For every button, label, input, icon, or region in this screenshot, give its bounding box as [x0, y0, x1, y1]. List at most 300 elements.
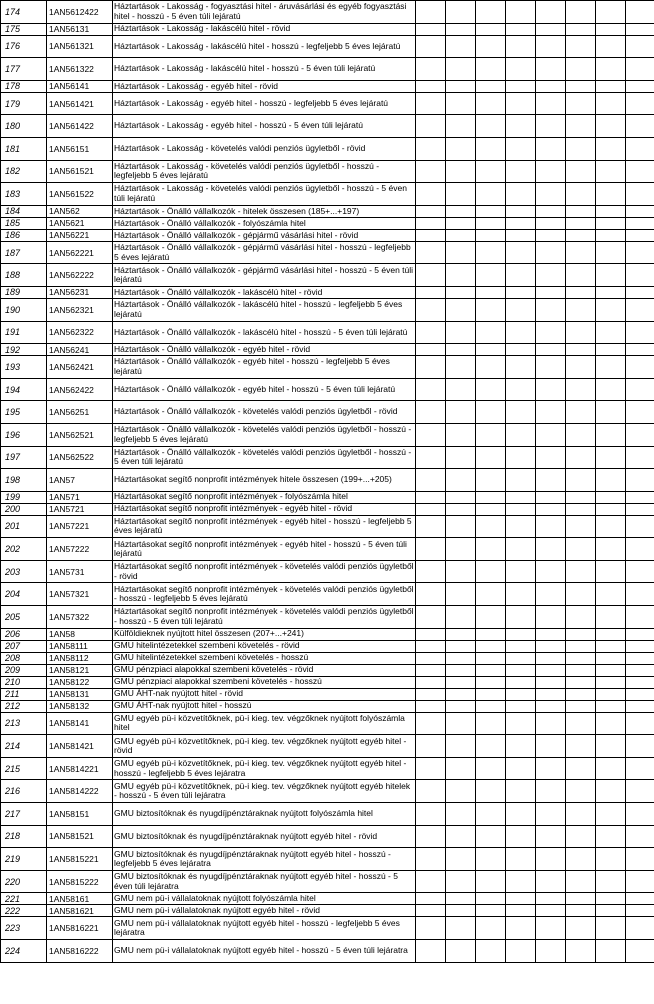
empty-value-cell[interactable] — [596, 298, 626, 321]
empty-value-cell[interactable] — [416, 640, 446, 652]
empty-value-cell[interactable] — [626, 515, 654, 538]
empty-value-cell[interactable] — [506, 917, 536, 940]
empty-value-cell[interactable] — [566, 264, 596, 287]
empty-value-cell[interactable] — [566, 401, 596, 424]
empty-value-cell[interactable] — [566, 137, 596, 160]
empty-value-cell[interactable] — [596, 905, 626, 917]
empty-value-cell[interactable] — [626, 628, 654, 640]
empty-value-cell[interactable] — [626, 917, 654, 940]
empty-value-cell[interactable] — [536, 664, 566, 676]
empty-value-cell[interactable] — [476, 92, 506, 115]
empty-value-cell[interactable] — [416, 700, 446, 712]
empty-value-cell[interactable] — [506, 1, 536, 24]
empty-value-cell[interactable] — [446, 503, 476, 515]
empty-value-cell[interactable] — [416, 757, 446, 780]
empty-value-cell[interactable] — [596, 344, 626, 356]
empty-value-cell[interactable] — [626, 264, 654, 287]
empty-value-cell[interactable] — [626, 825, 654, 848]
empty-value-cell[interactable] — [476, 137, 506, 160]
empty-value-cell[interactable] — [416, 23, 446, 35]
empty-value-cell[interactable] — [506, 893, 536, 905]
empty-value-cell[interactable] — [566, 469, 596, 492]
empty-value-cell[interactable] — [446, 917, 476, 940]
empty-value-cell[interactable] — [596, 628, 626, 640]
empty-value-cell[interactable] — [416, 264, 446, 287]
empty-value-cell[interactable] — [416, 803, 446, 826]
empty-value-cell[interactable] — [626, 606, 654, 629]
empty-value-cell[interactable] — [506, 286, 536, 298]
empty-value-cell[interactable] — [506, 183, 536, 206]
empty-value-cell[interactable] — [566, 780, 596, 803]
empty-value-cell[interactable] — [596, 205, 626, 217]
empty-value-cell[interactable] — [506, 356, 536, 379]
empty-value-cell[interactable] — [566, 940, 596, 963]
empty-value-cell[interactable] — [506, 848, 536, 871]
empty-value-cell[interactable] — [536, 940, 566, 963]
empty-value-cell[interactable] — [536, 205, 566, 217]
empty-value-cell[interactable] — [476, 491, 506, 503]
empty-value-cell[interactable] — [506, 640, 536, 652]
empty-value-cell[interactable] — [446, 491, 476, 503]
empty-value-cell[interactable] — [536, 735, 566, 758]
empty-value-cell[interactable] — [536, 688, 566, 700]
empty-value-cell[interactable] — [566, 700, 596, 712]
empty-value-cell[interactable] — [416, 628, 446, 640]
empty-value-cell[interactable] — [416, 321, 446, 344]
empty-value-cell[interactable] — [536, 115, 566, 138]
empty-value-cell[interactable] — [476, 803, 506, 826]
empty-value-cell[interactable] — [416, 286, 446, 298]
empty-value-cell[interactable] — [446, 23, 476, 35]
empty-value-cell[interactable] — [506, 344, 536, 356]
empty-value-cell[interactable] — [446, 560, 476, 583]
empty-value-cell[interactable] — [416, 848, 446, 871]
empty-value-cell[interactable] — [596, 469, 626, 492]
empty-value-cell[interactable] — [416, 893, 446, 905]
empty-value-cell[interactable] — [416, 160, 446, 183]
empty-value-cell[interactable] — [416, 58, 446, 81]
empty-value-cell[interactable] — [446, 628, 476, 640]
empty-value-cell[interactable] — [506, 628, 536, 640]
empty-value-cell[interactable] — [476, 183, 506, 206]
empty-value-cell[interactable] — [446, 217, 476, 229]
empty-value-cell[interactable] — [566, 241, 596, 264]
empty-value-cell[interactable] — [566, 1, 596, 24]
empty-value-cell[interactable] — [416, 606, 446, 629]
empty-value-cell[interactable] — [536, 241, 566, 264]
empty-value-cell[interactable] — [626, 712, 654, 735]
empty-value-cell[interactable] — [596, 848, 626, 871]
empty-value-cell[interactable] — [446, 515, 476, 538]
empty-value-cell[interactable] — [476, 825, 506, 848]
empty-value-cell[interactable] — [476, 401, 506, 424]
empty-value-cell[interactable] — [626, 848, 654, 871]
empty-value-cell[interactable] — [566, 23, 596, 35]
empty-value-cell[interactable] — [476, 712, 506, 735]
empty-value-cell[interactable] — [476, 241, 506, 264]
empty-value-cell[interactable] — [476, 80, 506, 92]
empty-value-cell[interactable] — [626, 344, 654, 356]
empty-value-cell[interactable] — [626, 688, 654, 700]
empty-value-cell[interactable] — [626, 92, 654, 115]
empty-value-cell[interactable] — [506, 583, 536, 606]
empty-value-cell[interactable] — [476, 23, 506, 35]
empty-value-cell[interactable] — [596, 583, 626, 606]
empty-value-cell[interactable] — [536, 780, 566, 803]
empty-value-cell[interactable] — [536, 757, 566, 780]
empty-value-cell[interactable] — [536, 676, 566, 688]
empty-value-cell[interactable] — [566, 560, 596, 583]
empty-value-cell[interactable] — [506, 378, 536, 401]
empty-value-cell[interactable] — [536, 229, 566, 241]
empty-value-cell[interactable] — [416, 825, 446, 848]
empty-value-cell[interactable] — [626, 652, 654, 664]
empty-value-cell[interactable] — [446, 137, 476, 160]
empty-value-cell[interactable] — [416, 217, 446, 229]
empty-value-cell[interactable] — [446, 640, 476, 652]
empty-value-cell[interactable] — [566, 583, 596, 606]
empty-value-cell[interactable] — [596, 700, 626, 712]
empty-value-cell[interactable] — [626, 700, 654, 712]
empty-value-cell[interactable] — [506, 92, 536, 115]
empty-value-cell[interactable] — [446, 401, 476, 424]
empty-value-cell[interactable] — [626, 183, 654, 206]
empty-value-cell[interactable] — [506, 560, 536, 583]
empty-value-cell[interactable] — [566, 917, 596, 940]
empty-value-cell[interactable] — [536, 469, 566, 492]
empty-value-cell[interactable] — [446, 905, 476, 917]
empty-value-cell[interactable] — [536, 712, 566, 735]
empty-value-cell[interactable] — [566, 423, 596, 446]
empty-value-cell[interactable] — [416, 115, 446, 138]
empty-value-cell[interactable] — [536, 92, 566, 115]
empty-value-cell[interactable] — [626, 35, 654, 58]
empty-value-cell[interactable] — [626, 58, 654, 81]
empty-value-cell[interactable] — [626, 378, 654, 401]
empty-value-cell[interactable] — [626, 803, 654, 826]
empty-value-cell[interactable] — [446, 92, 476, 115]
empty-value-cell[interactable] — [536, 491, 566, 503]
empty-value-cell[interactable] — [626, 757, 654, 780]
empty-value-cell[interactable] — [506, 503, 536, 515]
empty-value-cell[interactable] — [626, 940, 654, 963]
empty-value-cell[interactable] — [506, 137, 536, 160]
empty-value-cell[interactable] — [476, 115, 506, 138]
empty-value-cell[interactable] — [416, 652, 446, 664]
empty-value-cell[interactable] — [506, 688, 536, 700]
empty-value-cell[interactable] — [596, 757, 626, 780]
empty-value-cell[interactable] — [626, 1, 654, 24]
empty-value-cell[interactable] — [446, 848, 476, 871]
empty-value-cell[interactable] — [596, 217, 626, 229]
empty-value-cell[interactable] — [476, 298, 506, 321]
empty-value-cell[interactable] — [626, 241, 654, 264]
empty-value-cell[interactable] — [566, 757, 596, 780]
empty-value-cell[interactable] — [446, 538, 476, 561]
empty-value-cell[interactable] — [536, 640, 566, 652]
empty-value-cell[interactable] — [476, 423, 506, 446]
empty-value-cell[interactable] — [566, 217, 596, 229]
empty-value-cell[interactable] — [566, 515, 596, 538]
empty-value-cell[interactable] — [446, 469, 476, 492]
empty-value-cell[interactable] — [596, 503, 626, 515]
empty-value-cell[interactable] — [596, 917, 626, 940]
empty-value-cell[interactable] — [536, 217, 566, 229]
empty-value-cell[interactable] — [446, 780, 476, 803]
empty-value-cell[interactable] — [566, 735, 596, 758]
empty-value-cell[interactable] — [506, 115, 536, 138]
empty-value-cell[interactable] — [506, 469, 536, 492]
empty-value-cell[interactable] — [536, 652, 566, 664]
empty-value-cell[interactable] — [566, 80, 596, 92]
empty-value-cell[interactable] — [476, 205, 506, 217]
empty-value-cell[interactable] — [626, 423, 654, 446]
empty-value-cell[interactable] — [476, 606, 506, 629]
empty-value-cell[interactable] — [506, 205, 536, 217]
empty-value-cell[interactable] — [416, 378, 446, 401]
empty-value-cell[interactable] — [566, 664, 596, 676]
empty-value-cell[interactable] — [416, 80, 446, 92]
empty-value-cell[interactable] — [446, 688, 476, 700]
empty-value-cell[interactable] — [536, 183, 566, 206]
empty-value-cell[interactable] — [566, 640, 596, 652]
empty-value-cell[interactable] — [626, 401, 654, 424]
empty-value-cell[interactable] — [446, 700, 476, 712]
empty-value-cell[interactable] — [506, 401, 536, 424]
empty-value-cell[interactable] — [596, 356, 626, 379]
empty-value-cell[interactable] — [446, 35, 476, 58]
empty-value-cell[interactable] — [416, 92, 446, 115]
empty-value-cell[interactable] — [536, 35, 566, 58]
empty-value-cell[interactable] — [506, 217, 536, 229]
empty-value-cell[interactable] — [476, 503, 506, 515]
empty-value-cell[interactable] — [476, 217, 506, 229]
empty-value-cell[interactable] — [536, 583, 566, 606]
empty-value-cell[interactable] — [596, 676, 626, 688]
empty-value-cell[interactable] — [596, 780, 626, 803]
empty-value-cell[interactable] — [626, 893, 654, 905]
empty-value-cell[interactable] — [596, 264, 626, 287]
empty-value-cell[interactable] — [536, 298, 566, 321]
empty-value-cell[interactable] — [506, 264, 536, 287]
empty-value-cell[interactable] — [446, 378, 476, 401]
empty-value-cell[interactable] — [596, 160, 626, 183]
empty-value-cell[interactable] — [536, 160, 566, 183]
empty-value-cell[interactable] — [416, 229, 446, 241]
empty-value-cell[interactable] — [506, 241, 536, 264]
empty-value-cell[interactable] — [536, 515, 566, 538]
empty-value-cell[interactable] — [476, 378, 506, 401]
empty-value-cell[interactable] — [506, 23, 536, 35]
empty-value-cell[interactable] — [566, 344, 596, 356]
empty-value-cell[interactable] — [596, 825, 626, 848]
empty-value-cell[interactable] — [566, 538, 596, 561]
empty-value-cell[interactable] — [626, 115, 654, 138]
empty-value-cell[interactable] — [626, 217, 654, 229]
empty-value-cell[interactable] — [566, 503, 596, 515]
empty-value-cell[interactable] — [596, 893, 626, 905]
empty-value-cell[interactable] — [626, 664, 654, 676]
empty-value-cell[interactable] — [446, 676, 476, 688]
empty-value-cell[interactable] — [536, 803, 566, 826]
empty-value-cell[interactable] — [566, 905, 596, 917]
empty-value-cell[interactable] — [416, 538, 446, 561]
empty-value-cell[interactable] — [596, 92, 626, 115]
empty-value-cell[interactable] — [476, 160, 506, 183]
empty-value-cell[interactable] — [566, 229, 596, 241]
empty-value-cell[interactable] — [596, 538, 626, 561]
empty-value-cell[interactable] — [446, 735, 476, 758]
empty-value-cell[interactable] — [416, 676, 446, 688]
empty-value-cell[interactable] — [626, 446, 654, 469]
empty-value-cell[interactable] — [536, 446, 566, 469]
empty-value-cell[interactable] — [536, 23, 566, 35]
empty-value-cell[interactable] — [626, 298, 654, 321]
empty-value-cell[interactable] — [596, 423, 626, 446]
empty-value-cell[interactable] — [416, 905, 446, 917]
empty-value-cell[interactable] — [476, 917, 506, 940]
empty-value-cell[interactable] — [536, 378, 566, 401]
empty-value-cell[interactable] — [596, 137, 626, 160]
empty-value-cell[interactable] — [416, 1, 446, 24]
empty-value-cell[interactable] — [476, 446, 506, 469]
empty-value-cell[interactable] — [566, 356, 596, 379]
empty-value-cell[interactable] — [416, 183, 446, 206]
empty-value-cell[interactable] — [566, 92, 596, 115]
empty-value-cell[interactable] — [416, 35, 446, 58]
empty-value-cell[interactable] — [446, 286, 476, 298]
empty-value-cell[interactable] — [596, 735, 626, 758]
empty-value-cell[interactable] — [416, 712, 446, 735]
empty-value-cell[interactable] — [566, 628, 596, 640]
empty-value-cell[interactable] — [536, 917, 566, 940]
empty-value-cell[interactable] — [596, 115, 626, 138]
empty-value-cell[interactable] — [626, 560, 654, 583]
empty-value-cell[interactable] — [566, 58, 596, 81]
empty-value-cell[interactable] — [506, 870, 536, 893]
empty-value-cell[interactable] — [536, 1, 566, 24]
empty-value-cell[interactable] — [416, 688, 446, 700]
empty-value-cell[interactable] — [566, 35, 596, 58]
empty-value-cell[interactable] — [446, 205, 476, 217]
empty-value-cell[interactable] — [416, 664, 446, 676]
empty-value-cell[interactable] — [476, 664, 506, 676]
empty-value-cell[interactable] — [566, 688, 596, 700]
empty-value-cell[interactable] — [416, 735, 446, 758]
empty-value-cell[interactable] — [476, 628, 506, 640]
empty-value-cell[interactable] — [596, 640, 626, 652]
empty-value-cell[interactable] — [506, 446, 536, 469]
empty-value-cell[interactable] — [476, 757, 506, 780]
empty-value-cell[interactable] — [506, 229, 536, 241]
empty-value-cell[interactable] — [596, 229, 626, 241]
empty-value-cell[interactable] — [536, 538, 566, 561]
empty-value-cell[interactable] — [566, 825, 596, 848]
empty-value-cell[interactable] — [536, 286, 566, 298]
empty-value-cell[interactable] — [446, 583, 476, 606]
empty-value-cell[interactable] — [446, 825, 476, 848]
empty-value-cell[interactable] — [506, 58, 536, 81]
empty-value-cell[interactable] — [596, 606, 626, 629]
empty-value-cell[interactable] — [446, 241, 476, 264]
empty-value-cell[interactable] — [446, 757, 476, 780]
empty-value-cell[interactable] — [626, 229, 654, 241]
empty-value-cell[interactable] — [566, 712, 596, 735]
empty-value-cell[interactable] — [506, 652, 536, 664]
empty-value-cell[interactable] — [626, 205, 654, 217]
empty-value-cell[interactable] — [446, 344, 476, 356]
empty-value-cell[interactable] — [536, 560, 566, 583]
empty-value-cell[interactable] — [566, 446, 596, 469]
empty-value-cell[interactable] — [416, 870, 446, 893]
empty-value-cell[interactable] — [506, 35, 536, 58]
empty-value-cell[interactable] — [536, 80, 566, 92]
empty-value-cell[interactable] — [536, 356, 566, 379]
empty-value-cell[interactable] — [566, 183, 596, 206]
empty-value-cell[interactable] — [626, 491, 654, 503]
empty-value-cell[interactable] — [536, 264, 566, 287]
empty-value-cell[interactable] — [626, 137, 654, 160]
empty-value-cell[interactable] — [476, 229, 506, 241]
empty-value-cell[interactable] — [566, 378, 596, 401]
empty-value-cell[interactable] — [626, 469, 654, 492]
empty-value-cell[interactable] — [446, 893, 476, 905]
empty-value-cell[interactable] — [596, 286, 626, 298]
empty-value-cell[interactable] — [476, 905, 506, 917]
empty-value-cell[interactable] — [536, 503, 566, 515]
empty-value-cell[interactable] — [446, 58, 476, 81]
empty-value-cell[interactable] — [476, 676, 506, 688]
empty-value-cell[interactable] — [476, 688, 506, 700]
empty-value-cell[interactable] — [566, 652, 596, 664]
empty-value-cell[interactable] — [626, 583, 654, 606]
empty-value-cell[interactable] — [446, 652, 476, 664]
empty-value-cell[interactable] — [566, 848, 596, 871]
empty-value-cell[interactable] — [536, 423, 566, 446]
empty-value-cell[interactable] — [506, 606, 536, 629]
empty-value-cell[interactable] — [506, 905, 536, 917]
empty-value-cell[interactable] — [416, 560, 446, 583]
empty-value-cell[interactable] — [446, 1, 476, 24]
empty-value-cell[interactable] — [506, 80, 536, 92]
empty-value-cell[interactable] — [506, 712, 536, 735]
empty-value-cell[interactable] — [476, 286, 506, 298]
empty-value-cell[interactable] — [476, 560, 506, 583]
empty-value-cell[interactable] — [476, 940, 506, 963]
empty-value-cell[interactable] — [416, 917, 446, 940]
empty-value-cell[interactable] — [416, 423, 446, 446]
empty-value-cell[interactable] — [566, 321, 596, 344]
empty-value-cell[interactable] — [506, 298, 536, 321]
empty-value-cell[interactable] — [476, 700, 506, 712]
empty-value-cell[interactable] — [626, 503, 654, 515]
empty-value-cell[interactable] — [476, 515, 506, 538]
empty-value-cell[interactable] — [566, 286, 596, 298]
empty-value-cell[interactable] — [626, 640, 654, 652]
empty-value-cell[interactable] — [506, 735, 536, 758]
empty-value-cell[interactable] — [566, 298, 596, 321]
empty-value-cell[interactable] — [596, 491, 626, 503]
empty-value-cell[interactable] — [416, 503, 446, 515]
empty-value-cell[interactable] — [596, 80, 626, 92]
empty-value-cell[interactable] — [596, 23, 626, 35]
empty-value-cell[interactable] — [596, 688, 626, 700]
empty-value-cell[interactable] — [536, 825, 566, 848]
empty-value-cell[interactable] — [596, 664, 626, 676]
empty-value-cell[interactable] — [446, 321, 476, 344]
empty-value-cell[interactable] — [596, 58, 626, 81]
empty-value-cell[interactable] — [596, 560, 626, 583]
